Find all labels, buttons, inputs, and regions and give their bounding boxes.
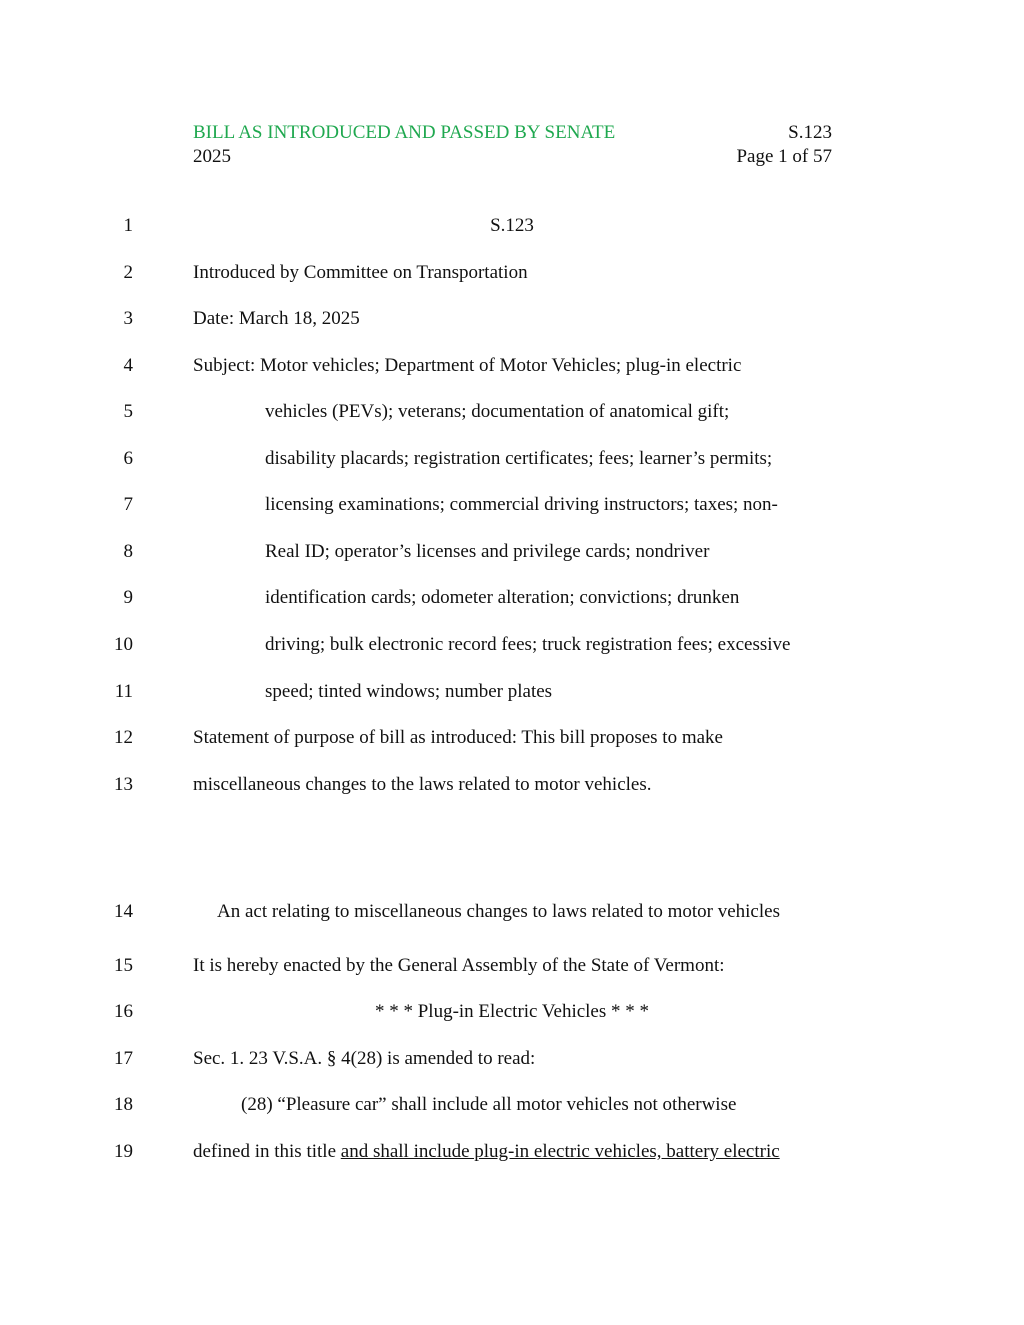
line-text: driving; bulk electronic record fees; truck registration fees; excessive xyxy=(265,634,791,655)
line-text: Sec. 1. 23 V.S.A. § 4(28) is amended to read: xyxy=(193,1048,536,1069)
line-text: Real ID; operator’s licenses and privilege cards; nondriver xyxy=(265,541,710,562)
page-indicator: Page 1 of 57 xyxy=(736,146,832,167)
line-number: 11 xyxy=(114,681,133,702)
bill-line xyxy=(0,258,1024,288)
bill-line xyxy=(0,897,1024,927)
line-number: 12 xyxy=(114,727,133,748)
line-text: Statement of purpose of bill as introduced: This bill proposes to make xyxy=(193,727,723,748)
line-text: Date: March 18, 2025 xyxy=(193,308,360,329)
bill-line xyxy=(0,1044,1024,1074)
line-number: 4 xyxy=(123,355,133,376)
bill-line xyxy=(0,677,1024,707)
session-year: 2025 xyxy=(193,146,231,167)
bill-line xyxy=(0,444,1024,474)
line-number: 18 xyxy=(114,1094,133,1115)
bill-line xyxy=(0,583,1024,613)
amendment-insertion: and shall include plug-in electric vehicles, battery electric xyxy=(340,1141,780,1162)
line-number: 16 xyxy=(114,1001,133,1022)
line-text: vehicles (PEVs); veterans; documentation of anatomical gift; xyxy=(265,401,730,422)
line-number: 10 xyxy=(114,634,133,655)
line-text: licensing examinations; commercial driving instructors; taxes; non- xyxy=(265,494,778,515)
line-number: 6 xyxy=(123,448,133,469)
line-number: 13 xyxy=(114,774,133,795)
line-text xyxy=(193,1137,780,1167)
bill-line xyxy=(0,951,1024,981)
line-text: identification cards; odometer alteration; convictions; drunken xyxy=(265,587,740,608)
bill-number: S.123 xyxy=(788,122,832,143)
bill-line xyxy=(0,630,1024,660)
act-title: An act relating to miscellaneous changes to laws related to motor vehicles xyxy=(217,901,780,922)
line-text: Introduced by Committee on Transportation xyxy=(193,262,528,283)
bill-line xyxy=(0,351,1024,381)
bill-line xyxy=(0,304,1024,334)
line-text: miscellaneous changes to the laws related to motor vehicles. xyxy=(193,774,652,795)
line-number: 15 xyxy=(114,955,133,976)
bill-line xyxy=(0,770,1024,800)
line-number: 8 xyxy=(123,541,133,562)
bill-line xyxy=(0,997,1024,1027)
bill-heading: S.123 xyxy=(490,215,534,236)
line-text: Subject: Motor vehicles; Department of Motor Vehicles; plug-in electric xyxy=(193,355,742,376)
line-number: 2 xyxy=(123,262,133,283)
bill-line xyxy=(0,1090,1024,1120)
bill-line xyxy=(0,397,1024,427)
line-number: 19 xyxy=(114,1141,133,1162)
enacting-clause: It is hereby enacted by the General Assembly of the State of Vermont: xyxy=(193,955,725,976)
bill-line xyxy=(0,537,1024,567)
line-text: disability placards; registration certificates; fees; learner’s permits; xyxy=(265,448,773,469)
line-number: 3 xyxy=(123,308,133,329)
line-number: 7 xyxy=(123,494,133,515)
bill-status-title: BILL AS INTRODUCED AND PASSED BY SENATE xyxy=(193,122,616,143)
bill-line xyxy=(0,723,1024,753)
section-heading: * * * Plug-in Electric Vehicles * * * xyxy=(374,1001,650,1022)
line-text: (28) “Pleasure car” shall include all motor vehicles not otherwise xyxy=(241,1094,737,1115)
line-text: speed; tinted windows; number plates xyxy=(265,681,553,702)
bill-line xyxy=(0,211,1024,241)
line-number: 17 xyxy=(114,1048,133,1069)
line-number: 14 xyxy=(114,901,133,922)
line-number: 1 xyxy=(123,215,133,236)
line-text-plain: defined in this title xyxy=(193,1141,341,1162)
bill-line xyxy=(0,490,1024,520)
line-number: 9 xyxy=(123,587,133,608)
line-number: 5 xyxy=(123,401,133,422)
bill-line xyxy=(0,1137,1024,1167)
